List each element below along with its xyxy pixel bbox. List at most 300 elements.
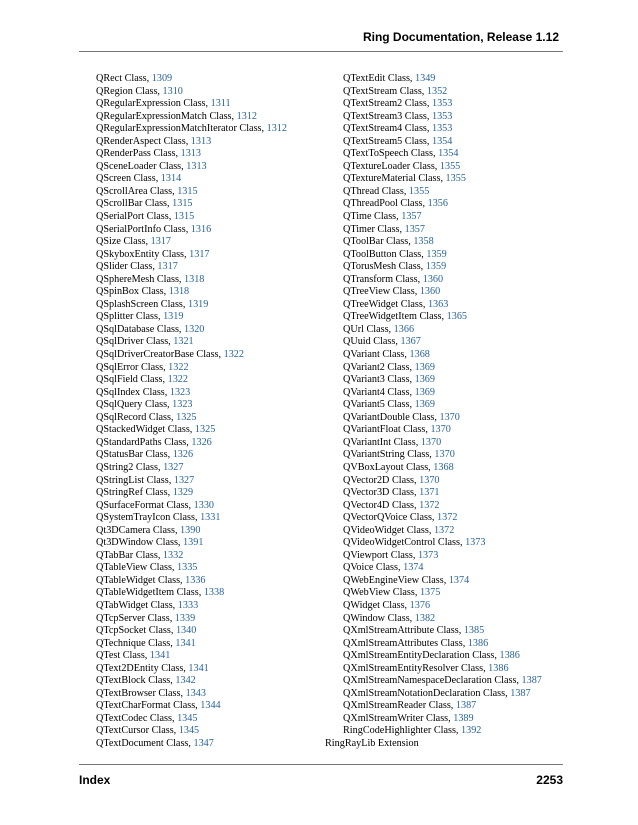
- index-entry: [343, 286, 542, 299]
- index-page-link[interactable]: 1368: [409, 349, 430, 361]
- index-entry-name: QUuid Class,: [343, 336, 398, 348]
- index-page-link[interactable]: 1376: [409, 599, 431, 611]
- index-page-link[interactable]: 1369: [414, 361, 435, 373]
- index-page-link[interactable]: 1335: [177, 562, 198, 574]
- index-page-link[interactable]: 1317: [189, 248, 210, 260]
- index-entry-name: QTabBar Class,: [96, 549, 161, 561]
- index-page-link[interactable]: 1353: [431, 123, 453, 135]
- index-page-link[interactable]: 1326: [172, 449, 194, 461]
- index-entry-name: QVBoxLayout Class,: [343, 461, 431, 473]
- index-entry: [343, 688, 542, 701]
- index-page-link[interactable]: 1387: [521, 675, 542, 687]
- index-page-link[interactable]: 1386: [488, 662, 509, 674]
- index-entry-name: QTest Class,: [96, 650, 148, 662]
- index-page-link[interactable]: 1345: [178, 725, 200, 737]
- index-page-link[interactable]: 1374: [448, 574, 470, 586]
- index-page-link[interactable]: 1343: [185, 687, 206, 699]
- index-entry: [96, 362, 287, 375]
- index-entry: [96, 161, 287, 174]
- index-page-link[interactable]: 1369: [414, 374, 435, 386]
- index-page-link[interactable]: 1359: [426, 248, 447, 260]
- index-entry-name: QRenderPass Class,: [96, 148, 179, 160]
- index-page-link[interactable]: 1353: [431, 110, 453, 122]
- index-entry-name: QVector4D Class,: [343, 499, 417, 511]
- index-page-link[interactable]: 1333: [177, 599, 199, 611]
- index-page-link[interactable]: 1358: [413, 236, 434, 248]
- index-page-link[interactable]: 1373: [417, 549, 439, 561]
- index-entry-name: QWebView Class,: [343, 587, 418, 599]
- index-page-link[interactable]: 1367: [400, 336, 421, 348]
- index-entry-name: QSlider Class,: [96, 261, 155, 273]
- index-entry-name: QTextStream4 Class,: [343, 123, 430, 135]
- index-page-link[interactable]: 1387: [455, 700, 477, 712]
- index-page-link[interactable]: 1322: [223, 349, 244, 361]
- index-page-link[interactable]: 1374: [403, 562, 424, 574]
- index-entry: [96, 550, 287, 563]
- index-page-link[interactable]: 1390: [180, 524, 201, 536]
- index-entry: [343, 299, 542, 312]
- index-page-link[interactable]: 1313: [180, 148, 201, 160]
- index-page-link[interactable]: 1318: [184, 273, 205, 285]
- index-entry: [343, 211, 542, 224]
- index-page-link[interactable]: 1375: [419, 587, 441, 599]
- index-entry: [96, 198, 287, 211]
- index-entry-name: QSqlIndex Class,: [96, 386, 168, 398]
- index-entry-name: QVideoWidget Class,: [343, 524, 432, 536]
- index-column-left: [96, 73, 287, 751]
- index-entry-name: QTimer Class,: [343, 223, 403, 235]
- index-entry: [96, 274, 287, 287]
- index-page-link[interactable]: 1319: [187, 298, 209, 310]
- index-entry: [343, 98, 542, 111]
- index-page-link[interactable]: 1369: [414, 386, 435, 398]
- index-entry: [96, 725, 287, 738]
- index-entry-name: QViewport Class,: [343, 549, 416, 561]
- index-entry-name: QTextureMaterial Class,: [343, 173, 443, 185]
- index-entry-name: QSkyboxEntity Class,: [96, 248, 187, 260]
- index-column-right: [325, 73, 542, 751]
- index-page-link[interactable]: 1345: [177, 712, 198, 724]
- index-page-link[interactable]: 1354: [438, 148, 459, 160]
- index-page-link[interactable]: 1387: [510, 687, 531, 699]
- index-page-link[interactable]: 1313: [186, 160, 207, 172]
- index-entry-name: QTextCharFormat Class,: [96, 700, 198, 712]
- footer-section-label: Index: [79, 773, 111, 787]
- index-page-link[interactable]: 1325: [176, 411, 197, 423]
- index-entry: [325, 738, 542, 751]
- index-entry-name: QText2DEntity Class,: [96, 662, 186, 674]
- index-entry: [343, 475, 542, 488]
- index-entry: [96, 738, 287, 751]
- index-entry-name: RingCodeHighlighter Class,: [343, 725, 459, 737]
- index-entry: [96, 412, 287, 425]
- index-entry: [343, 136, 542, 149]
- index-page-link[interactable]: 1370: [420, 436, 442, 448]
- index-page-link[interactable]: 1391: [183, 537, 204, 549]
- index-entry: [343, 198, 542, 211]
- index-entry: [96, 575, 287, 588]
- index-page-link[interactable]: 1341: [188, 662, 209, 674]
- index-page-link[interactable]: 1327: [163, 461, 184, 473]
- index-entry-name: QVideoWidgetControl Class,: [343, 537, 463, 549]
- index-page-link[interactable]: 1372: [419, 499, 440, 511]
- index-entry-name: QSqlDriver Class,: [96, 336, 171, 348]
- index-entry: [343, 613, 542, 626]
- index-entry: [343, 600, 542, 613]
- index-entry-name: Qt3DCamera Class,: [96, 524, 178, 536]
- index-entry-name: QUrl Class,: [343, 323, 392, 335]
- footer-divider: [79, 764, 563, 765]
- index-page-link[interactable]: 1327: [173, 474, 195, 486]
- index-page-link[interactable]: 1309: [151, 73, 173, 84]
- index-entry: [96, 311, 287, 324]
- index-page-link[interactable]: 1369: [414, 399, 435, 411]
- index-page-link[interactable]: 1320: [184, 323, 205, 335]
- index-entry: [343, 173, 542, 186]
- index-entry: [343, 186, 542, 199]
- index-page-link[interactable]: 1318: [168, 286, 190, 298]
- index-entry: [343, 487, 542, 500]
- index-page-link[interactable]: 1386: [467, 637, 489, 649]
- index-page-link[interactable]: 1347: [193, 737, 214, 749]
- index-entry-name: QTreeWidgetItem Class,: [343, 311, 445, 323]
- index-page-link[interactable]: 1341: [149, 650, 171, 662]
- index-page-link[interactable]: 1382: [414, 612, 436, 624]
- index-entry: [96, 562, 287, 575]
- index-page-link[interactable]: 1357: [404, 223, 425, 235]
- index-entry: [96, 587, 287, 600]
- index-entry-name: QRegion Class,: [96, 85, 160, 97]
- index-entry-name: QSerialPort Class,: [96, 211, 172, 223]
- index-page-link[interactable]: 1371: [419, 487, 440, 499]
- index-entry: [96, 224, 287, 237]
- index-entry-name: QVariant2 Class,: [343, 361, 413, 373]
- index-entry-name: QScrollArea Class,: [96, 185, 175, 197]
- index-entry: [96, 525, 287, 538]
- index-page-link[interactable]: 1317: [150, 236, 171, 248]
- index-entry-name: QTextStream Class,: [343, 85, 425, 97]
- index-entry: [96, 537, 287, 550]
- index-entry: [96, 387, 287, 400]
- index-entry-name: QSqlRecord Class,: [96, 411, 174, 423]
- index-entry: [343, 725, 542, 738]
- index-page-link[interactable]: 1313: [190, 135, 212, 147]
- index-entry-name: QVariantDouble Class,: [343, 411, 437, 423]
- index-page-link[interactable]: 1310: [162, 85, 183, 97]
- index-entry: [343, 525, 542, 538]
- index-page-link[interactable]: 1315: [173, 211, 195, 223]
- index-entry: [343, 587, 542, 600]
- index-entry-name: QToolButton Class,: [343, 248, 424, 260]
- index-entry: [96, 349, 287, 362]
- index-entry-name: QStringList Class,: [96, 474, 172, 486]
- index-entry-name: QThreadPool Class,: [343, 198, 426, 210]
- index-entry: [96, 424, 287, 437]
- index-entry: [343, 73, 542, 86]
- index-entry: [343, 362, 542, 375]
- index-entry: [96, 437, 287, 450]
- index-entry: [343, 148, 542, 161]
- index-entry-name: QVector3D Class,: [343, 487, 417, 499]
- index-page-link[interactable]: 1323: [172, 399, 193, 411]
- index-page-link[interactable]: 1385: [463, 625, 485, 637]
- index-entry: [96, 500, 287, 513]
- index-page-link[interactable]: 1360: [422, 273, 444, 285]
- index-entry-name: QTextToSpeech Class,: [343, 148, 436, 160]
- index-entry: [343, 412, 542, 425]
- index-entry: [96, 713, 287, 726]
- index-entry-name: QSceneLoader Class,: [96, 160, 184, 172]
- index-page-link[interactable]: 1354: [431, 135, 453, 147]
- index-entry-name: QVector2D Class,: [343, 474, 417, 486]
- index-entry: [96, 324, 287, 337]
- index-entry-name: QRenderAspect Class,: [96, 135, 189, 147]
- index-page-link[interactable]: 1315: [177, 185, 198, 197]
- index-entry-name: QSphereMesh Class,: [96, 273, 182, 285]
- index-page-link[interactable]: 1319: [163, 311, 184, 323]
- index-entry-name: QTcpServer Class,: [96, 612, 173, 624]
- index-entry: [96, 675, 287, 688]
- index-page-link[interactable]: 1336: [185, 574, 206, 586]
- index-page-link[interactable]: 1315: [172, 198, 193, 210]
- index-page-link[interactable]: 1386: [499, 650, 520, 662]
- index-entry-name: QTextEdit Class,: [343, 73, 413, 84]
- index-page-link[interactable]: 1370: [430, 424, 451, 436]
- index-entry: [343, 123, 542, 136]
- index-entry: [96, 211, 287, 224]
- index-entry-name: QSerialPortInfo Class,: [96, 223, 189, 235]
- index-entry-name: QScreen Class,: [96, 173, 159, 185]
- index-entry-name: Qt3DWindow Class,: [96, 537, 181, 549]
- index-page-link[interactable]: 1389: [453, 712, 474, 724]
- index-entry: [96, 449, 287, 462]
- index-page-link[interactable]: 1372: [433, 524, 455, 536]
- index-page-link[interactable]: 1368: [433, 461, 454, 473]
- index-page-link[interactable]: 1357: [401, 211, 422, 223]
- index-entry-name: QTextStream5 Class,: [343, 135, 430, 147]
- index-entry: [343, 625, 542, 638]
- index-page-link[interactable]: 1321: [173, 336, 194, 348]
- index-entry-name: QRect Class,: [96, 73, 150, 84]
- index-page-link[interactable]: 1316: [190, 223, 212, 235]
- index-page-link[interactable]: 1317: [157, 261, 178, 273]
- index-entry-name: QString2 Class,: [96, 461, 161, 473]
- index-entry-name: QVoice Class,: [343, 562, 401, 574]
- index-entry-name: QTreeView Class,: [343, 286, 418, 298]
- index-page-link[interactable]: 1370: [434, 449, 455, 461]
- index-entry: [343, 663, 542, 676]
- index-page-link[interactable]: 1355: [445, 173, 466, 185]
- index-entry: [343, 111, 542, 124]
- index-entry-name: QVariant4 Class,: [343, 386, 413, 398]
- index-entry: [343, 462, 542, 475]
- index-page-link[interactable]: 1372: [437, 512, 458, 524]
- index-entry-name: QTextDocument Class,: [96, 737, 191, 749]
- index-entry-name: QSize Class,: [96, 236, 149, 248]
- index-entry-name: QSpinBox Class,: [96, 286, 167, 298]
- index-page-link[interactable]: 1349: [415, 73, 436, 84]
- index-entry-name: QTransform Class,: [343, 273, 421, 285]
- index-page-link[interactable]: 1323: [169, 386, 191, 398]
- index-entry-name: QStringRef Class,: [96, 487, 171, 499]
- index-page-link[interactable]: 1342: [175, 675, 196, 687]
- index-entry-name: QRegularExpression Class,: [96, 98, 209, 110]
- index-page-link[interactable]: 1370: [419, 474, 440, 486]
- index-entry-name: QTextBlock Class,: [96, 675, 173, 687]
- index-entry: [96, 688, 287, 701]
- index-page-link[interactable]: 1340: [175, 625, 197, 637]
- index-entry: [96, 261, 287, 274]
- index-entry-name: QSqlDriverCreatorBase Class,: [96, 349, 222, 361]
- index-entry: [343, 274, 542, 287]
- index-entry-name: QTextBrowser Class,: [96, 687, 184, 699]
- index-entry-name: QTorusMesh Class,: [343, 261, 424, 273]
- index-entry-name: QSqlQuery Class,: [96, 399, 170, 411]
- index-entry-name: QXmlStreamEntityResolver Class,: [343, 662, 486, 674]
- index-entry-name: QTextCodec Class,: [96, 712, 175, 724]
- index-entry: [96, 336, 287, 349]
- index-entry-name: QVariantFloat Class,: [343, 424, 428, 436]
- index-page-link[interactable]: 1312: [266, 123, 287, 135]
- index-entry-name: RingRayLib Extension: [325, 737, 419, 749]
- index-entry: [343, 675, 542, 688]
- index-entry: [96, 148, 287, 161]
- index-entry: [343, 336, 542, 349]
- index-entry: [96, 399, 287, 412]
- index-entry-name: QXmlStreamWriter Class,: [343, 712, 451, 724]
- index-entry: [96, 186, 287, 199]
- index-page-link[interactable]: 1365: [446, 311, 467, 323]
- index-page-link[interactable]: 1311: [210, 98, 231, 110]
- index-entry: [96, 286, 287, 299]
- index-page-link[interactable]: 1363: [427, 298, 449, 310]
- index-page-link[interactable]: 1331: [200, 512, 221, 524]
- index-entry: [343, 424, 542, 437]
- index-page-link[interactable]: 1325: [194, 424, 216, 436]
- index-page-link[interactable]: 1312: [236, 110, 257, 122]
- index-entry: [96, 600, 287, 613]
- index-entry-name: QScrollBar Class,: [96, 198, 170, 210]
- index-page-link[interactable]: 1356: [427, 198, 448, 210]
- index-page-link[interactable]: 1339: [174, 612, 196, 624]
- index-entry-name: QTime Class,: [343, 211, 399, 223]
- index-entry-name: QVariant3 Class,: [343, 374, 413, 386]
- index-page-link[interactable]: 1352: [426, 85, 448, 97]
- header-divider: [79, 51, 563, 52]
- index-entry: [343, 449, 542, 462]
- index-entry: [343, 249, 542, 262]
- index-entry: [96, 374, 287, 387]
- index-entry: [343, 713, 542, 726]
- index-entry: [343, 374, 542, 387]
- index-page-link[interactable]: 1359: [425, 261, 447, 273]
- index-entry: [96, 173, 287, 186]
- index-entry-name: QTextStream3 Class,: [343, 110, 430, 122]
- index-entry: [343, 550, 542, 563]
- index-entry-name: QWindow Class,: [343, 612, 413, 624]
- index-page-link[interactable]: 1329: [172, 487, 194, 499]
- index-entry-name: QSqlError Class,: [96, 361, 166, 373]
- index-entry: [343, 399, 542, 412]
- index-entry: [96, 299, 287, 312]
- index-page-link[interactable]: 1330: [193, 499, 214, 511]
- index-entry-name: QVariantString Class,: [343, 449, 432, 461]
- index-entry: [343, 261, 542, 274]
- index-entry: [96, 236, 287, 249]
- index-page-link[interactable]: 1344: [200, 700, 221, 712]
- index-entry: [96, 73, 287, 86]
- index-entry: [96, 123, 287, 136]
- index-page-link[interactable]: 1314: [160, 173, 182, 185]
- index-entry-name: QVariantInt Class,: [343, 436, 419, 448]
- index-entry-name: QVariant5 Class,: [343, 399, 413, 411]
- index-page-link[interactable]: 1370: [439, 411, 460, 423]
- index-entry-name: QTextStream2 Class,: [343, 98, 430, 110]
- index-page-link[interactable]: 1366: [393, 323, 415, 335]
- index-page-link[interactable]: 1360: [419, 286, 441, 298]
- index-entry-name: QTreeWidget Class,: [343, 298, 426, 310]
- page-number: 2253: [536, 773, 563, 787]
- index-page-link[interactable]: 1338: [203, 587, 225, 599]
- index-page-link[interactable]: 1332: [162, 549, 184, 561]
- index-entry-name: QTextCursor Class,: [96, 725, 177, 737]
- index-entry-name: QXmlStreamEntityDeclaration Class,: [343, 650, 497, 662]
- index-entry: [96, 86, 287, 99]
- index-page-link[interactable]: 1355: [439, 160, 461, 172]
- index-entry: [96, 613, 287, 626]
- index-entry: [96, 663, 287, 676]
- index-entry-name: QVectorQVoice Class,: [343, 512, 435, 524]
- index-entry-name: QSplashScreen Class,: [96, 298, 186, 310]
- index-entry: [96, 487, 287, 500]
- index-page-link[interactable]: 1326: [191, 436, 212, 448]
- index-entry: [96, 512, 287, 525]
- index-entry: [343, 500, 542, 513]
- index-page-link[interactable]: 1322: [167, 374, 188, 386]
- index-entry: [96, 98, 287, 111]
- index-entry: [343, 638, 542, 651]
- index-page-link[interactable]: 1322: [168, 361, 189, 373]
- index-entry-name: QTechnique Class,: [96, 637, 173, 649]
- index-entry: [96, 700, 287, 713]
- index-entry: [343, 324, 542, 337]
- index-page-link[interactable]: 1373: [465, 537, 486, 549]
- index-page-link[interactable]: 1353: [431, 98, 453, 110]
- index-entry-name: QXmlStreamAttributes Class,: [343, 637, 466, 649]
- running-header-title: Ring Documentation, Release 1.12: [362, 30, 559, 44]
- index-page-link[interactable]: 1392: [461, 725, 482, 737]
- index-entry-name: QVariant Class,: [343, 349, 407, 361]
- index-entry-name: QToolBar Class,: [343, 236, 411, 248]
- index-entry: [343, 437, 542, 450]
- index-entry: [343, 311, 542, 324]
- index-entry-name: QSqlField Class,: [96, 374, 166, 386]
- index-entry: [96, 111, 287, 124]
- index-entry-name: QXmlStreamNotationDeclaration Class,: [343, 687, 508, 699]
- index-entry: [96, 625, 287, 638]
- index-entry-name: QTcpSocket Class,: [96, 625, 174, 637]
- index-entry: [343, 537, 542, 550]
- index-entry: [343, 349, 542, 362]
- index-entry: [343, 224, 542, 237]
- index-page-link[interactable]: 1355: [408, 185, 430, 197]
- index-entry: [96, 462, 287, 475]
- index-page-link[interactable]: 1341: [175, 637, 196, 649]
- index-entry-name: QStackedWidget Class,: [96, 424, 193, 436]
- index-entry: [343, 161, 542, 174]
- index-entry: [96, 249, 287, 262]
- index-entry: [343, 562, 542, 575]
